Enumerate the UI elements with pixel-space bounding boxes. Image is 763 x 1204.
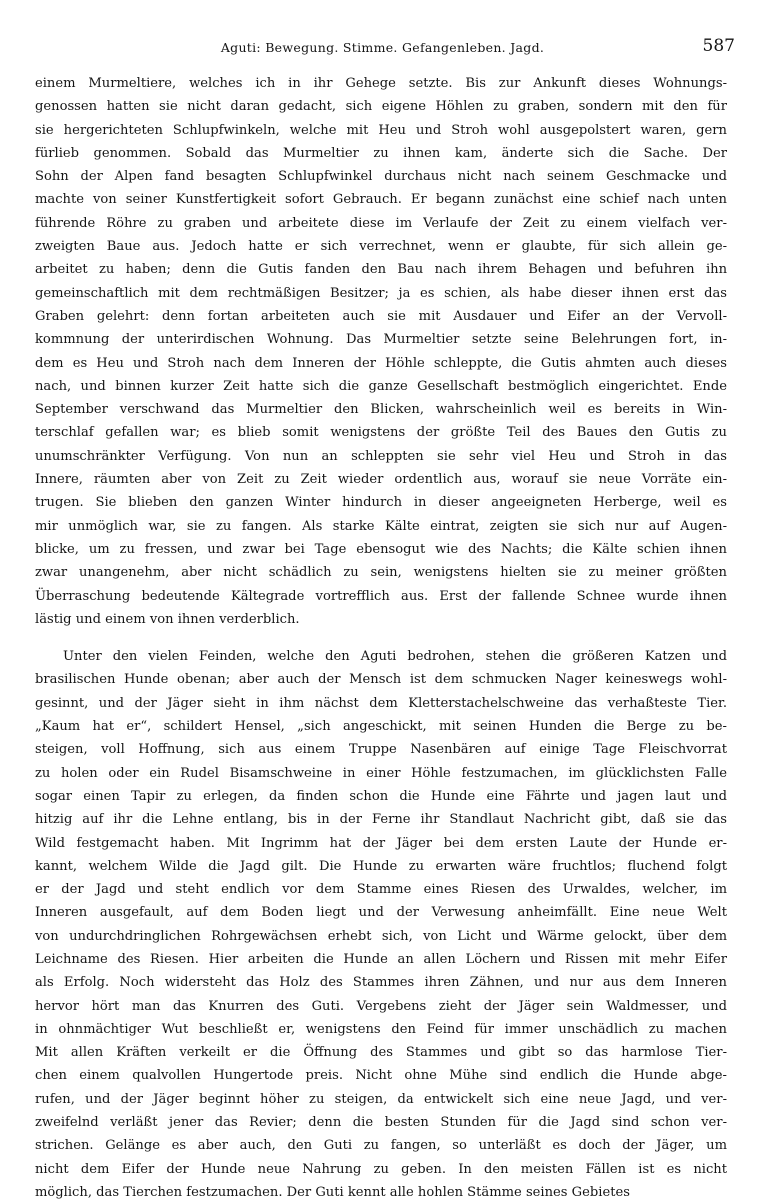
text-line: terschlaf gefallen war; es blieb somit wenigstens der größte Teil des Baues den Gutis zu bbox=[35, 425, 727, 441]
text-line: hitzig auf ihr die Lehne entlang, bis in der Ferne ihr Standlaut Nachricht gibt, daß sie das bbox=[35, 812, 727, 828]
text-line: gemeinschaftlich mit dem rechtmäßigen Besitzer; ja es schien, als habe dieser ihnen erst das bbox=[35, 285, 727, 301]
paragraph bbox=[35, 645, 727, 1204]
text-line: unumschränkter Verfügung. Von nun an schleppten sie sehr viel Heu und Stroh in das bbox=[35, 448, 727, 464]
text-line: nicht dem Eifer der Hunde neue Nahrung zu geben. In den meisten Fällen ist es nicht bbox=[35, 1161, 727, 1177]
text-line: arbeitet zu haben; denn die Gutis fanden den Bau nach ihrem Behagen und befuhren ihn bbox=[35, 262, 727, 278]
text-line: sogar einen Tapir zu erlegen, da finden schon die Hunde eine Fährte und jagen laut und bbox=[35, 788, 727, 804]
text-line: hervor hört man das Knurren des Guti. Vergebens zieht der Jäger sein Waldmesser, und bbox=[35, 998, 727, 1014]
paragraph bbox=[35, 72, 727, 631]
text-line: Sohn der Alpen fand besagten Schlupfwinkel durchaus nicht nach seinem Geschmacke und bbox=[35, 169, 727, 185]
paragraph-gap bbox=[35, 631, 727, 645]
page-body bbox=[35, 72, 727, 1204]
text-line: kannt, welchem Wilde die Jagd gilt. Die Hunde zu erwarten wäre fruchtlos; fluchend folgt bbox=[35, 858, 727, 874]
text-line: Innere, räumten aber von Zeit zu Zeit wieder ordentlich aus, worauf sie neue Vorräte ein- bbox=[35, 472, 727, 488]
text-line: machte von seiner Kunstfertigkeit sofort Gebrauch. Er begann zunächst eine schief nach unten bbox=[35, 192, 727, 208]
text-line: Mit allen Kräften verkeilt er die Öffnung des Stammes und gibt so das harmlose Tier- bbox=[35, 1045, 727, 1061]
text-line: zwar unangenehm, aber nicht schädlich zu sein, wenigstens hielten sie zu meiner größten bbox=[35, 565, 727, 581]
text-line: Wild festgemacht haben. Mit Ingrimm hat der Jäger bei dem ersten Laute der Hunde er- bbox=[35, 835, 727, 851]
text-line: in ohnmächtiger Wut beschließt er, wenigstens den Feind für immer unschädlich zu machen bbox=[35, 1021, 727, 1037]
text-line: möglich, das Tierchen festzumachen. Der Guti kennt alle hohlen Stämme seines Gebietes bbox=[35, 1184, 630, 1200]
text-line: mir unmöglich war, sie zu fangen. Als starke Kälte eintrat, zeigten sie sich nur auf Augen- bbox=[35, 518, 727, 534]
text-line: strichen. Gelänge es aber auch, den Guti zu fangen, so unterläßt es doch der Jäger, um bbox=[35, 1138, 727, 1154]
text-line: genossen hatten sie nicht daran gedacht, sich eigene Höhlen zu graben, sondern mit den für bbox=[35, 99, 727, 115]
text-line: Graben gelehrt: denn fortan arbeiteten auch sie mit Ausdauer und Eifer an der Vervoll- bbox=[35, 308, 727, 324]
text-line: einem Murmeltiere, welches ich in ihr Gehege setzte. Bis zur Ankunft dieses Wohnungs- bbox=[35, 76, 727, 91]
text-line: er der Jagd und steht endlich vor dem Stamme eines Riesen des Urwaldes, welcher, im bbox=[35, 882, 727, 898]
text-line: als Erfolg. Noch widersteht das Holz des Stammes ihren Zähnen, und nur aus dem Inneren bbox=[35, 975, 727, 991]
text-line: nach, und binnen kurzer Zeit hatte sich die ganze Gesellschaft bestmöglich eingerichtet. Ende bbox=[35, 378, 727, 394]
text-line: dem es Heu und Stroh nach dem Inneren der Höhle schleppte, die Gutis ahmten auch dieses bbox=[35, 355, 727, 371]
text-line: blicke, um zu fressen, und zwar bei Tage ebensogut wie des Nachts; die Kälte schien ihnen bbox=[35, 541, 727, 557]
text-line: gesinnt, und der Jäger sieht in ihm nächst dem Kletterstachelschweine das verhaßteste Tier. bbox=[35, 695, 727, 711]
text-line: führende Röhre zu graben und arbeitete diese im Verlaufe der Zeit zu einem vielfach ver- bbox=[35, 215, 727, 231]
text-line: lästig und einem von ihnen verderblich. bbox=[35, 611, 300, 627]
text-line: kommnung der unterirdischen Wohnung. Das Murmeltier setzte seine Belehrungen fort, in- bbox=[35, 332, 727, 348]
text-line: trugen. Sie blieben den ganzen Winter hindurch in dieser angeeigneten Herberge, weil es bbox=[35, 495, 727, 511]
text-line: brasilischen Hunde obenan; aber auch der Mensch ist dem schmucken Nager keineswegs wohl- bbox=[35, 672, 727, 688]
text-line: zweigten Baue aus. Jedoch hatte er sich verrechnet, wenn er glaubte, für sich allein ge- bbox=[35, 239, 727, 255]
text-line: Überraschung bedeutende Kältegrade vortrefflich aus. Erst der fallende Schnee wurde ihnen bbox=[35, 588, 727, 604]
page-number: 587 bbox=[702, 36, 735, 56]
text-line: Inneren ausgefault, auf dem Boden liegt und der Verwesung anheimfällt. Eine neue Welt bbox=[35, 905, 727, 921]
text-line: chen einem qualvollen Hungertode preis. Nicht ohne Mühe sind endlich die Hunde abge- bbox=[35, 1068, 727, 1084]
text-line: „Kaum hat er“, schildert Hensel, „sich angeschickt, mit seinen Hunden die Berge zu be- bbox=[35, 719, 727, 735]
text-line: von undurchdringlichen Rohrgewächsen erhebt sich, von Licht und Wärme gelockt, über dem bbox=[35, 928, 727, 944]
text-line: sie hergerichteten Schlupfwinkeln, welche mit Heu und Stroh wohl ausgepolstert waren, gern bbox=[35, 122, 727, 138]
running-head: Aguti: Bewegung. Stimme. Gefangenleben. Jagd. bbox=[220, 40, 545, 55]
text-line: zu holen oder ein Rudel Bisamschweine in einer Höhle festzumachen, im glücklichsten Falle bbox=[35, 765, 727, 781]
page-header bbox=[30, 36, 735, 64]
text-line: Leichname des Riesen. Hier arbeiten die Hunde an allen Löchern und Rissen mit mehr Eifer bbox=[35, 951, 727, 967]
text-line: steigen, voll Hoffnung, sich aus einem Truppe Nasenbären auf einige Tage Fleischvorrat bbox=[35, 742, 727, 758]
text-line: fürlieb genommen. Sobald das Murmeltier zu ihnen kam, änderte sich die Sache. Der bbox=[35, 145, 727, 161]
text-line: zweifelnd verläßt jener das Revier; denn die besten Stunden für die Jagd sind schon ver- bbox=[35, 1115, 727, 1131]
text-line: Unter den vielen Feinden, welche den Aguti bedrohen, stehen die größeren Katzen und bbox=[63, 649, 727, 665]
text-line: September verschwand das Murmeltier den Blicken, wahrscheinlich weil es bereits in Win- bbox=[35, 402, 727, 418]
text-line: rufen, und der Jäger beginnt höher zu steigen, da entwickelt sich eine neue Jagd, und ver- bbox=[35, 1091, 727, 1107]
